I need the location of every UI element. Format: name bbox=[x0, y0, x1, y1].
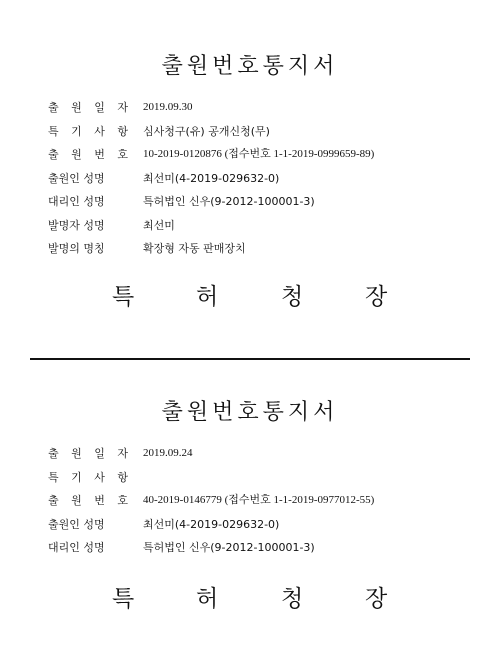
office-char: 허 bbox=[196, 586, 219, 612]
field-label: 출 원 번 호 bbox=[48, 494, 128, 507]
office-char: 청 bbox=[281, 284, 304, 310]
field-row-application-number bbox=[48, 143, 500, 167]
notice-2 bbox=[0, 398, 500, 560]
office-char: 특 bbox=[112, 284, 135, 310]
notice-title: 출원번호통지서 bbox=[161, 400, 339, 425]
field-value: 특허법인 신우(9-2012-100001-3) bbox=[143, 195, 315, 208]
field-value: 최선미(4-2019-029632-0) bbox=[143, 517, 280, 531]
field-label: 출 원 일 자 bbox=[48, 447, 128, 460]
field-row-agent-name bbox=[48, 536, 500, 560]
field-value: 2019.09.24 bbox=[143, 447, 193, 459]
notice-fields bbox=[48, 96, 500, 261]
office-char: 허 bbox=[196, 284, 219, 310]
office-char: 장 bbox=[365, 586, 388, 612]
field-label: 대리인 성명 bbox=[48, 541, 105, 554]
field-label: 발명의 명칭 bbox=[48, 242, 105, 255]
field-value: 특허법인 신우(9-2012-100001-3) bbox=[143, 541, 315, 554]
field-value: 최선미(4-2019-029632-0) bbox=[143, 171, 280, 185]
field-label: 출원인 성명 bbox=[48, 171, 105, 185]
field-value: 심사청구(유) 공개신청(무) bbox=[143, 124, 270, 138]
field-label: 출원인 성명 bbox=[48, 517, 105, 531]
field-label: 특 기 사 항 bbox=[48, 124, 128, 138]
office-char: 청 bbox=[281, 586, 304, 612]
notice-1 bbox=[0, 52, 500, 261]
field-row-agent-name bbox=[48, 190, 500, 214]
field-label: 대리인 성명 bbox=[48, 195, 105, 208]
field-label: 출 원 번 호 bbox=[48, 148, 128, 161]
field-row-application-date bbox=[48, 96, 500, 120]
field-row-application-date bbox=[48, 442, 500, 466]
field-row-applicant-name bbox=[48, 513, 500, 537]
field-label: 출 원 일 자 bbox=[48, 101, 128, 114]
field-row-applicant-name bbox=[48, 167, 500, 191]
field-row-special-notes bbox=[48, 120, 500, 144]
field-label: 특 기 사 항 bbox=[48, 470, 128, 484]
field-row-application-number bbox=[48, 489, 500, 513]
field-label: 발명자 성명 bbox=[48, 218, 105, 232]
field-row-special-notes bbox=[48, 466, 500, 490]
office-char: 장 bbox=[365, 284, 388, 310]
notice-title: 출원번호통지서 bbox=[161, 54, 339, 79]
field-row-inventor-name bbox=[48, 214, 500, 238]
field-value: 최선미 bbox=[143, 218, 175, 232]
notice-fields bbox=[48, 442, 500, 560]
field-value: 확장형 자동 판매장치 bbox=[143, 242, 246, 255]
field-value: 2019.09.30 bbox=[143, 101, 193, 113]
field-row-invention-title bbox=[48, 237, 500, 261]
field-value: 10-2019-0120876 (접수번호 1-1-2019-0999659-89) bbox=[143, 148, 375, 160]
section-divider bbox=[30, 358, 470, 360]
office-char: 특 bbox=[112, 586, 135, 612]
field-value: 40-2019-0146779 (접수번호 1-1-2019-0977012-55) bbox=[143, 494, 375, 506]
